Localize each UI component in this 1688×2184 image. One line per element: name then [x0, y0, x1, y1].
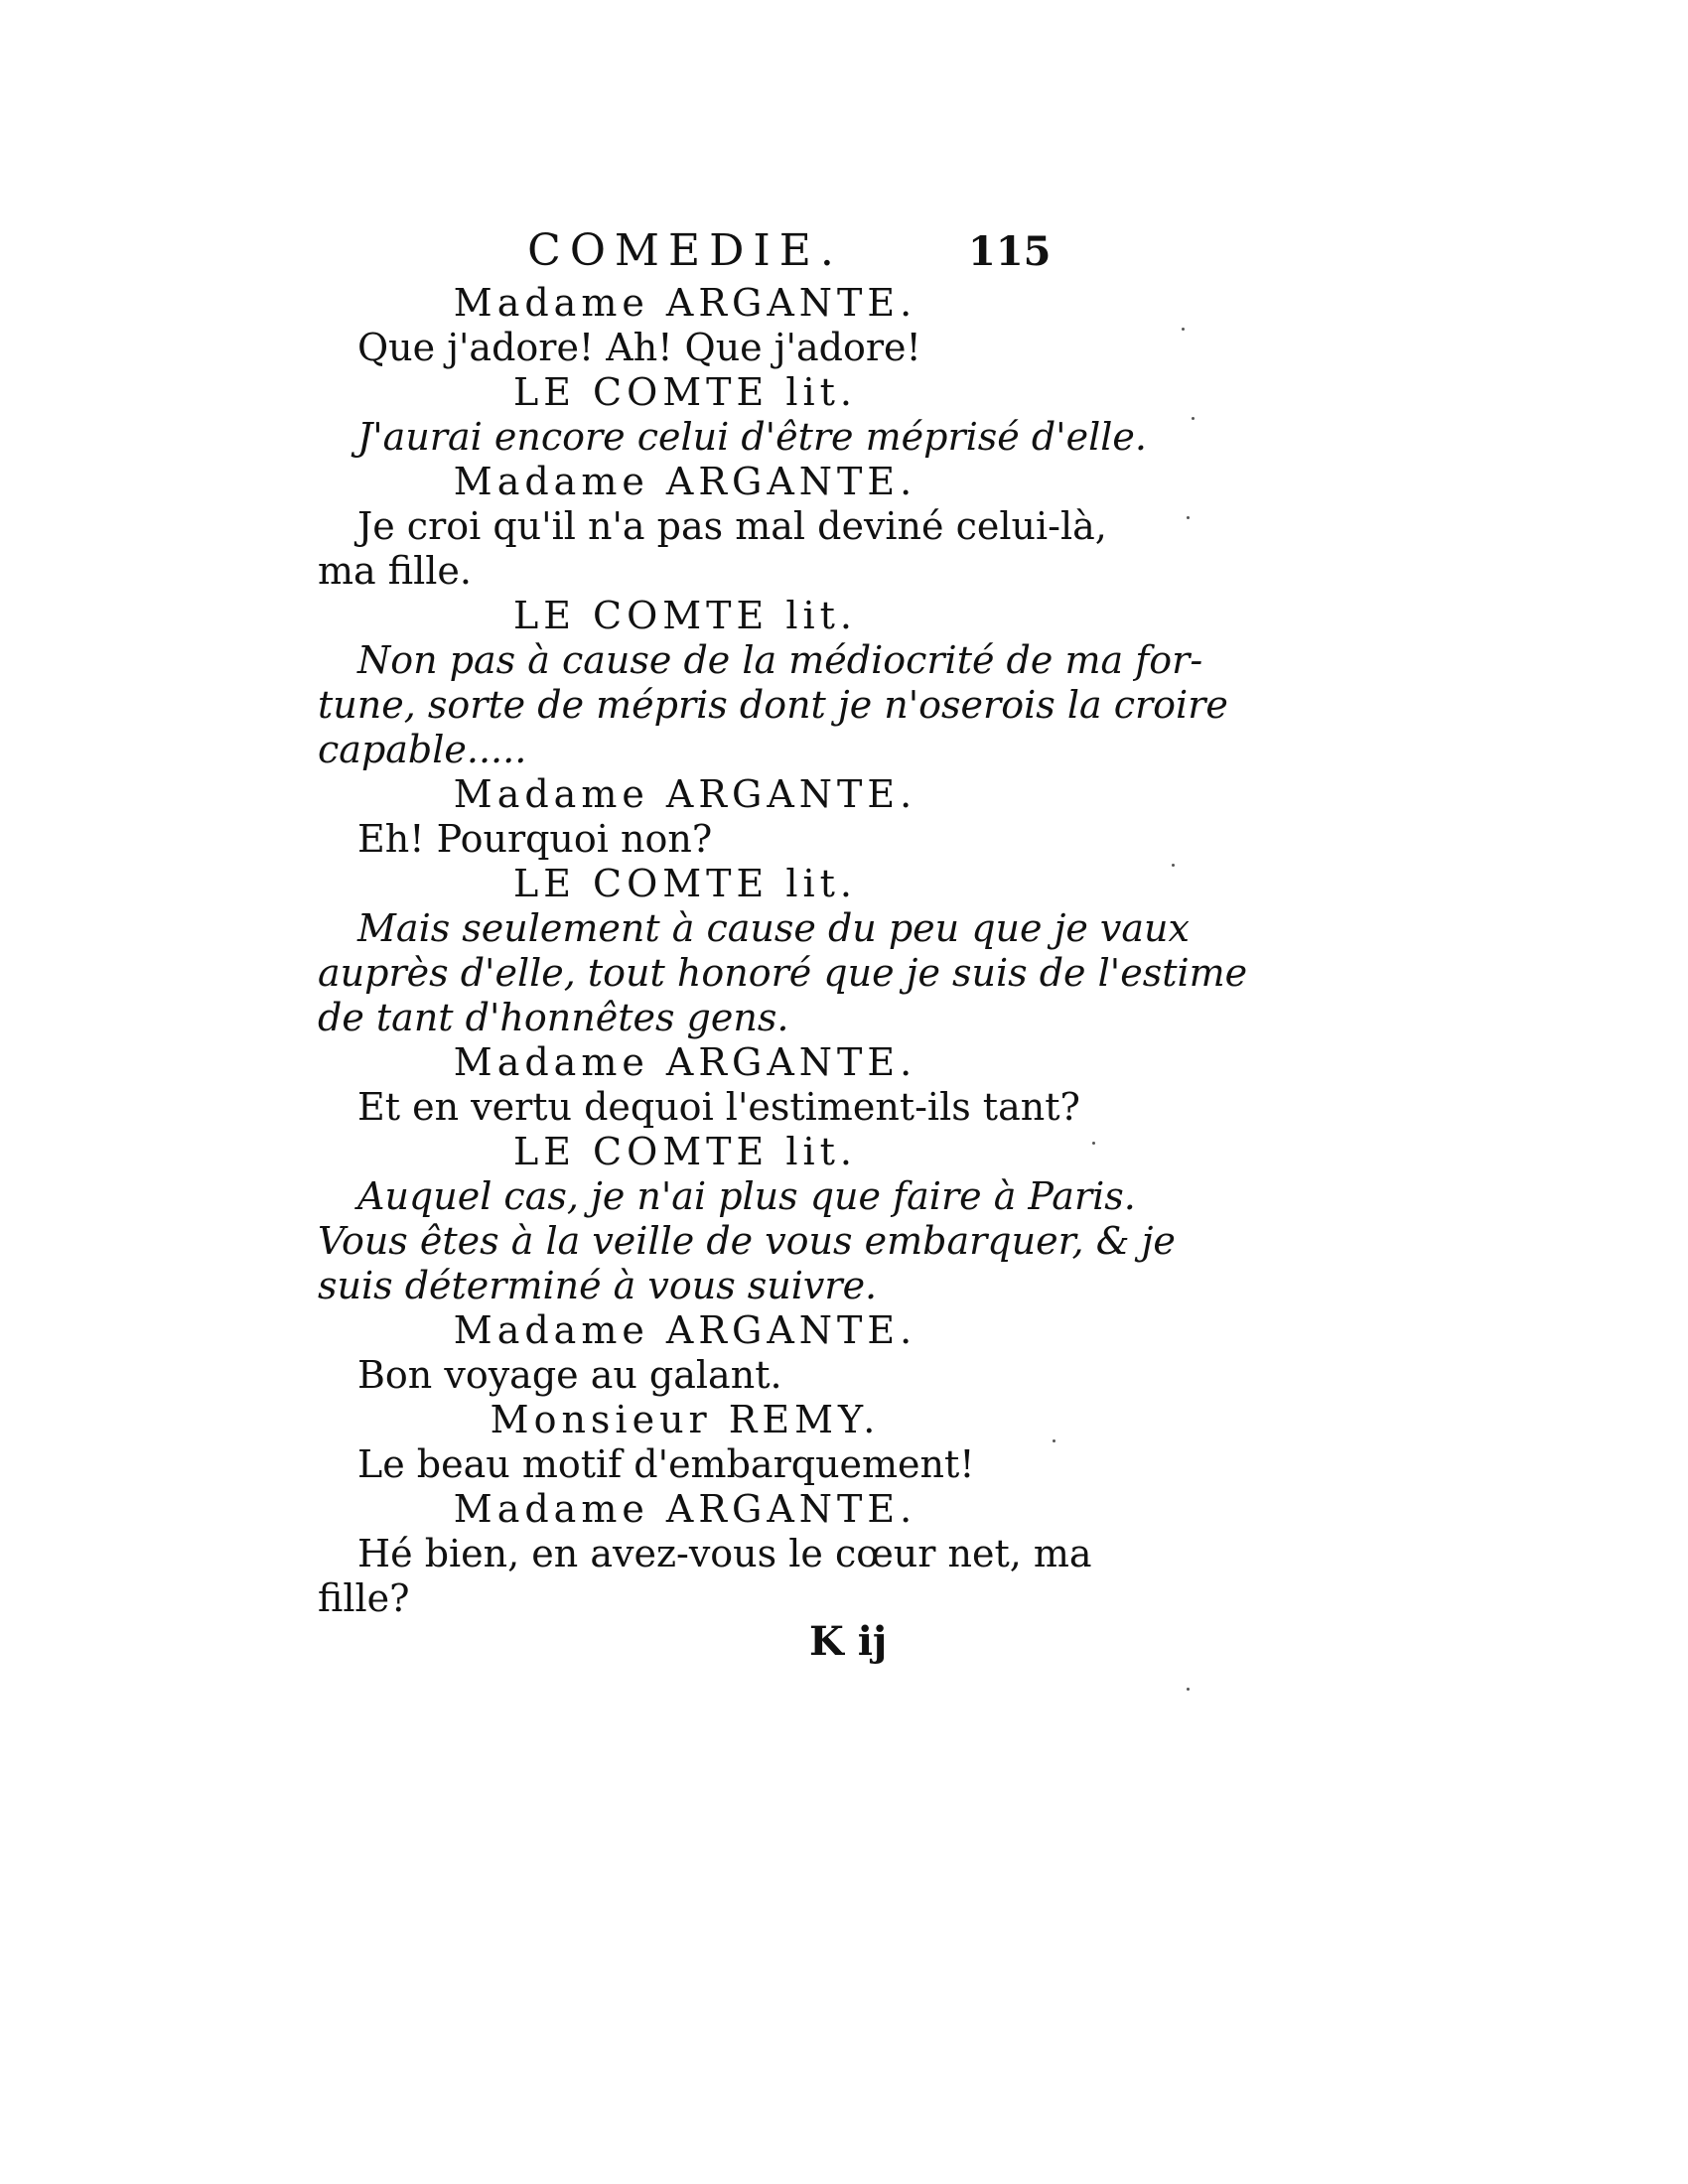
dialogue-line: fille? [318, 1576, 410, 1620]
dialogue-line: ma fille. [318, 549, 472, 593]
letter-text-line: Non pas à cause de la médiocrité de ma for- [357, 638, 1203, 682]
letter-text-line: Mais seulement à cause du peu que je vaux [357, 906, 1190, 950]
scan-speck [1187, 516, 1190, 519]
speaker-heading: LE COMTE lit. [512, 862, 857, 905]
dialogue-line: Et en vertu dequoi l'estiment-ils tant? [357, 1085, 1080, 1129]
letter-text-line: Auquel cas, je n'ai plus que faire à Paris. [357, 1174, 1136, 1218]
speaker-heading: LE COMTE lit. [512, 594, 857, 637]
letter-text-line: suis déterminé à vous suivre. [318, 1264, 878, 1307]
letter-text-line: de tant d'honnêtes gens. [318, 996, 789, 1039]
dialogue-line: Bon voyage au galant. [357, 1353, 782, 1397]
dialogue-line: Le beau motif d'embarquement! [357, 1442, 975, 1486]
running-title: COMEDIE. [527, 225, 843, 276]
signature-mark: K ij [809, 1618, 888, 1665]
letter-text-line: J'aurai encore celui d'être méprisé d'elle. [357, 415, 1147, 459]
scan-speck [1172, 864, 1175, 867]
letter-text-line: capable..... [318, 728, 527, 771]
scan-speck [1187, 1688, 1190, 1691]
speaker-heading: LE COMTE lit. [512, 1130, 857, 1173]
letter-text-line: Vous êtes à la veille de vous embarquer, & je [318, 1219, 1176, 1263]
speaker-heading: Madame ARGANTE. [453, 1308, 917, 1352]
speaker-heading: Madame ARGANTE. [453, 1040, 917, 1084]
speaker-heading: Madame ARGANTE. [453, 460, 917, 503]
speaker-heading: Madame ARGANTE. [453, 281, 917, 325]
speaker-heading: Madame ARGANTE. [453, 772, 917, 816]
dialogue-line: Eh! Pourquoi non? [357, 817, 713, 861]
scan-speck [1192, 417, 1195, 420]
scan-speck [1053, 1439, 1055, 1442]
page-number: 115 [968, 228, 1052, 275]
speaker-heading: LE COMTE lit. [512, 370, 857, 414]
dialogue-line: Hé bien, en avez-vous le cœur net, ma [357, 1532, 1092, 1575]
letter-text-line: tune, sorte de mépris dont je n'oserois la croire [318, 683, 1228, 727]
dialogue-line: Je croi qu'il n'a pas mal deviné celui-là, [357, 504, 1107, 548]
scan-speck [1182, 328, 1185, 331]
letter-text-line: auprès d'elle, tout honoré que je suis de l'estime [318, 951, 1248, 995]
scan-speck [1092, 1142, 1095, 1145]
dialogue-line: Que j'adore! Ah! Que j'adore! [357, 326, 921, 369]
speaker-heading: Madame ARGANTE. [453, 1487, 917, 1531]
speaker-heading: Monsieur REMY. [490, 1398, 881, 1441]
